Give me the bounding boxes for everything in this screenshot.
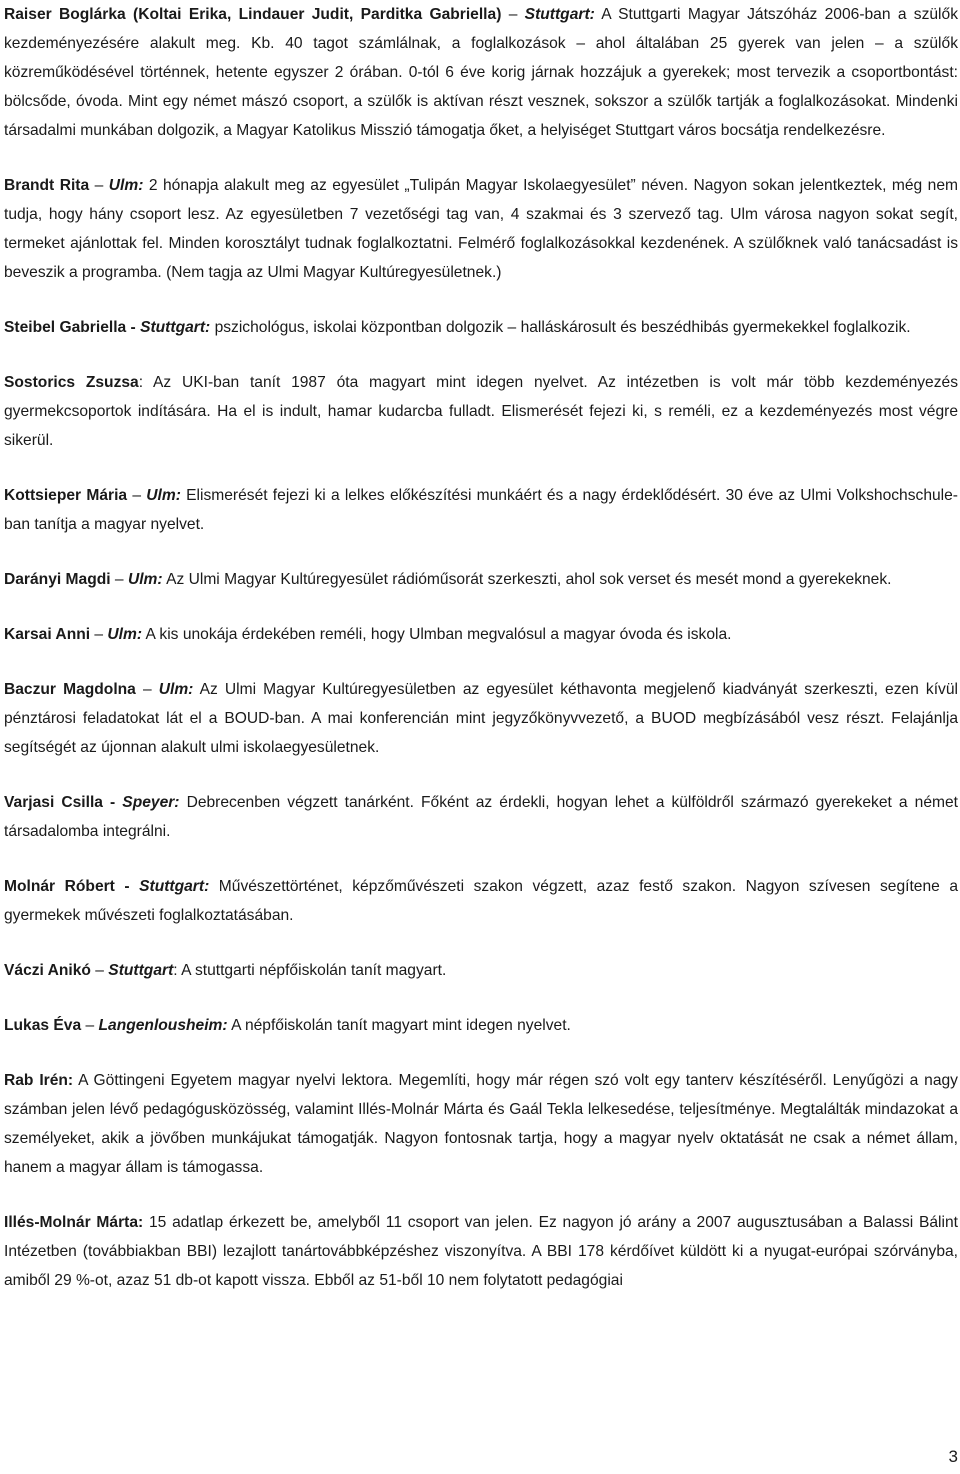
person-name: Brandt Rita: [4, 177, 90, 194]
entry-varjasi: [4, 788, 958, 846]
location: Ulm:: [127, 571, 163, 588]
entry-raiser: [4, 0, 958, 145]
separator: –: [90, 626, 108, 643]
person-name: Baczur Magdolna: [4, 681, 136, 698]
entry-brandt: [4, 171, 958, 287]
entry-text: Debrecenben végzett tanárként. Főként az érdekli, hogyan lehet a külföldről származó gyerekeket a német társadalomba integrálni.: [4, 794, 958, 840]
entry-molnar: [4, 872, 958, 930]
separator: –: [110, 571, 128, 588]
entry-sostorics: [4, 368, 958, 455]
entry-text: Az Ulmi Magyar Kultúregyesületben az egyesület kéthavonta megjelenő kiadványát szerkeszti, ezen kívül pénztárosi feladatokat lát el a BOUD-ban. A mai konferencián mint jegyzőkönyvvezető, a BUOD megbízásából vesz részt. Felajánlja segítségét az újonnan alakult ulmi iskolaegyesületnek.: [4, 681, 958, 756]
location: Stuttgart:: [139, 878, 210, 895]
document-body: [4, 0, 958, 1321]
person-name: Illés-Molnár Márta:: [4, 1214, 144, 1231]
entry-text: : A stuttgarti népfőiskolán tanít magyart.: [173, 962, 447, 979]
entry-vaczi: [4, 956, 958, 985]
entry-rab: [4, 1066, 958, 1182]
location: Speyer:: [122, 794, 180, 811]
person-name: Steibel Gabriella: [4, 319, 127, 336]
entry-text: Elismerését fejezi ki a lelkes előkészítési munkáért és a nagy érdeklődésért. 30 éve az Ulmi Volkshochschule-ban tanítja a magyar nyelvet.: [4, 487, 959, 533]
person-name: Váczi Anikó: [4, 962, 91, 979]
entry-steibel: [4, 313, 958, 342]
separator: –: [127, 487, 147, 504]
separator: –: [81, 1017, 99, 1034]
person-name: Rab Irén:: [4, 1072, 74, 1089]
separator: -: [114, 878, 140, 895]
location: Ulm:: [146, 487, 181, 504]
person-name: Raiser Boglárka (Koltai Erika, Lindauer Judit, Parditka Gabriella): [4, 6, 502, 23]
person-name: Molnár Róbert: [4, 878, 115, 895]
entry-text: A népfőiskolán tanít magyart mint idegen nyelvet.: [227, 1017, 571, 1034]
location: Ulm:: [158, 681, 194, 698]
entry-text: A kis unokája érdekében reméli, hogy Ulmban megvalósul a magyar óvoda és iskola.: [142, 626, 732, 643]
entry-kottsieper: [4, 481, 958, 539]
separator: –: [135, 681, 159, 698]
person-name: Karsai Anni: [4, 626, 91, 643]
location: Ulm:: [108, 177, 144, 194]
location: Ulm:: [107, 626, 143, 643]
entry-text: Az Ulmi Magyar Kultúregyesület rádióműsorát szerkeszti, ahol sok verset és mesét mond a gyerekeknek.: [162, 571, 892, 588]
entry-text: A Göttingeni Egyetem magyar nyelvi lektora. Megemlíti, hogy már régen szó volt egy tanterv készítéséről. Lenyűgözi a nagy számban jelen lévő pedagógusközösség, valamint Illés-Molnár Márta és Gaál Tekla lelkesedése, teljesítménye. Megtalálták mindazokat a személyeket, akik a jövőben munkájukat támogatják. Nagyon fontosnak tartja, hogy a magyar nyelv oktatását ne csak a német állam, hanem a magyar állam is támogassa.: [4, 1072, 958, 1176]
separator: –: [90, 962, 109, 979]
person-name: Lukas Éva: [4, 1017, 82, 1034]
separator: -: [126, 319, 141, 336]
separator: -: [102, 794, 123, 811]
entry-text: pszichológus, iskolai központban dolgozik – halláskárosult és beszédhibás gyermekekkel foglalkozik.: [210, 319, 911, 336]
location: Stuttgart: [108, 962, 174, 979]
entry-karsai: [4, 620, 958, 649]
entry-text: 2 hónapja alakult meg az egyesület „Tulipán Magyar Iskolaegyesület” néven. Nagyon sokan jelentkeztek, még nem tudja, hogy hány csoport lesz. Az egyesületben 7 vezetőségi tag van, 4 szakmai és 3 szervező tag. Ulm városa nagyon sokat segít, termeket ajánlottak fel. Minden korosztályt tudnak foglalkoztatni. Felmérő foglalkozásokkal kezdenének. A szülőknek való tanácsadást is beveszik a programba. (Nem tagja az Ulmi Magyar Kultúregyesületnek.): [4, 177, 959, 281]
entry-text: A Stuttgarti Magyar Játszóház 2006-ban a szülők kezdeményezésére alakult meg. Kb. 40 tagot számlálnak, a foglalkozások – ahol általában 25 gyerek van jelen – a szülők közreműködésével történnek, hetente egyszer 2 órában. 0-tól 6 éve korig járnak hozzájuk a gyerekek; most tervezik a csoportbontást: bölcsőde, óvoda. Mint egy német mászó csoport, a szülők is aktívan részt vesznek, sokszor a szülők tartják a foglalkozásokat. Mindenki társadalmi munkában dolgozik, a Magyar Katolikus Misszió támogatja őket, a helyiséget Stuttgart város bocsátja rendelkezésre.: [4, 6, 958, 139]
separator: –: [89, 177, 109, 194]
entry-lukas: [4, 1011, 958, 1040]
location: Stuttgart:: [524, 6, 595, 23]
entry-text: 15 adatlap érkezett be, amelyből 11 csoport van jelen. Ez nagyon jó arány a 2007 augusztusában a Balassi Bálint Intézetben (továbbiakban BBI) lezajlott tanártovábbképzéshez viszonyítva. A BBI 178 kérdőívet küldött ki a nyugat-európai szórványba, amiből 29 %-ot, azaz 51 db-ot kapott vissza. Ebből az 51-ből 10 nem folytatott pedagógiai: [4, 1214, 958, 1289]
separator: –: [501, 6, 525, 23]
entry-text: : Az UKI-ban tanít 1987 óta magyart mint idegen nyelvet. Az intézetben is volt már több kezdeményezés gyermekcsoportok indítására. Ha el is indult, hamar kudarcba fulladt. Elismerését fejezi ki, s reméli, ez a kezdeményezés most végre sikerül.: [4, 374, 958, 449]
entry-illes-molnar: [4, 1208, 958, 1295]
entry-daranyi: [4, 565, 958, 594]
entry-text: Művészettörténet, képzőművészeti szakon végzett, azaz festő szakon. Nagyon szívesen segítene a gyermekek művészeti foglalkoztatásában.: [4, 878, 958, 924]
person-name: Darányi Magdi: [4, 571, 111, 588]
person-name: Sostorics Zsuzsa: [4, 374, 139, 391]
person-name: Varjasi Csilla: [4, 794, 103, 811]
page-number: 3: [948, 1447, 958, 1466]
person-name: Kottsieper Mária: [4, 487, 128, 504]
entry-baczur: [4, 675, 958, 762]
location: Langenlousheim:: [98, 1017, 228, 1034]
location: Stuttgart:: [140, 319, 211, 336]
